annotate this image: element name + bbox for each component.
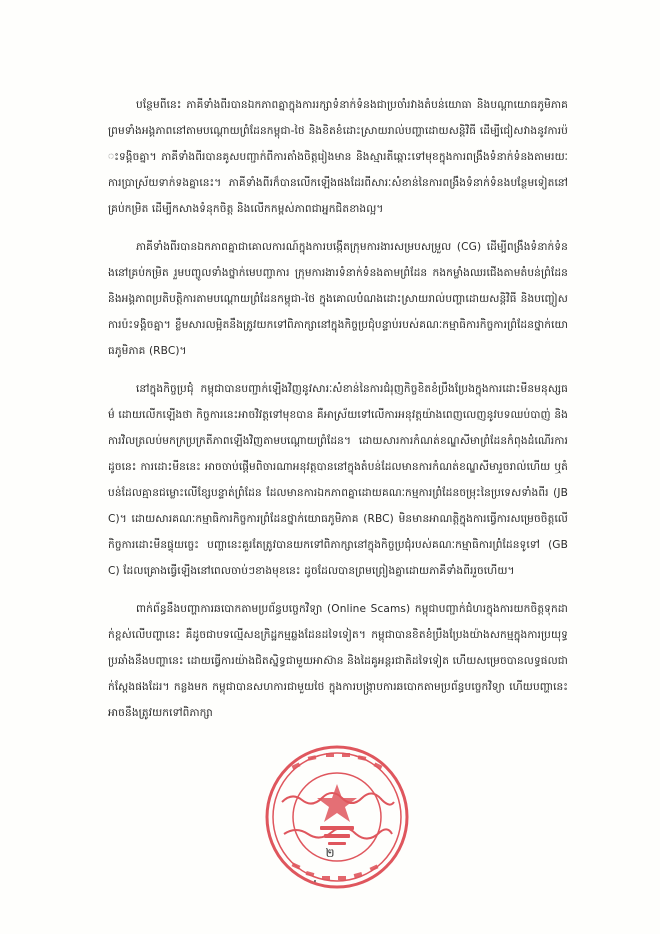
paragraph-3: នៅក្នុងកិច្ចប្រជុំ កម្ពុជាបានបញ្ជាក់ឡើងវិញនូវសារៈសំខាន់នៃការជំរុញកិច្ចខិតខំប្រឹងប្រែងក្នុងការដោះមីនមនុស្សធម៌ ដោយលើកឡើងថា កិច្ចការនេះអាចវិវត្តទៅមុខបាន គឺអាស្រ័យទៅលើការអនុវត្តយ៉ាងពេញលេញនូវបទឈប់បាញ់ និងការវិលត្រលប់មកក្រប្រក្រតីភាពឡើងវិញតាមបណ្តោយព្រំដែន។ ដោយសារការកំណត់ខណ្ឌសីមាព្រំដែនកំពុងដំណើរការ ដូចនេះ ការដោះមីននេះ អាចចាប់ផ្តើមពិចារណាអនុវត្តបាននៅក្នុងតំបន់ដែលមានការកំណត់ខណ្ឌសីមារួចរាល់ហើយ ឬតំបន់ដែលគ្មានជម្លោះលើខ្សែបន្ទាត់ព្រំដែន ដែលមានការឯកភាពគ្នាដោយគណៈកម្មការព្រំដែនចម្រុះនៃប្រទេសទាំងពីរ (JBC)។ ដោយសារគណៈកម្មាធិការកិច្ចការព្រំដែនថ្នាក់យោធភូមិភាគ (RBC) មិនមានអាណត្តិក្នុងការធ្វើការសម្រេចចិត្តលើកិច្ចការដោះមីនផ្ទុយច្ចេះ បញ្ហានេះគួរតែត្រូវបានយកទៅពិភាក្សានៅក្នុងកិច្ចប្រជុំរបស់គណៈកម្មាធិការព្រំដែនទូទៅ (GBC) ដែលគ្រោងធ្វើឡើងនៅពេលចាប់ៗខាងមុខនេះ ដូចដែលបានព្រមព្រៀងគ្នាដោយភាគីទាំងពីររួចហើយ។ <box>108 383 568 577</box>
paragraph-1: បន្ថែមពីនេះ ភាគីទាំងពីរបានឯកភាពគ្នាក្នុងការរក្សាទំនាក់ទំនងជាប្រចាំរវាងតំបន់យោធា និងបណ្តាយោធភូមិភាគ ព្រមទាំងអង្គភាពនៅតាមបណ្តោយព្រំដែនកម្ពុជា-ថៃ និងខិតខំដោះស្រាយរាល់បញ្ហាដោយសន្តិវិធី ដើម្បីជៀសវាងនូវការប៉ះទង្គិចគ្នា។ ភាគីទាំងពីរបានគូសបញ្ជាក់ពីការតាំងចិត្តរៀងមាន និងស្មារតីឆ្ពោះទៅមុខក្នុងការពង្រឹងទំនាក់ទំនងតាមរយៈការប្រាស្រ័យទាក់ទងគ្នានេះ។ ភាគីទាំងពីរក៏បានលើកឡើងផងដែរពីសារៈសំខាន់នៃការពង្រឹងទំនាក់ទំនងបន្ថែមទៀតនៅគ្រប់កម្រិត ដើម្បីកសាងទំនុកចិត្ត និងលើកកម្ពស់ភាពជាអ្នកជិតខាងល្អ។ <box>108 99 568 215</box>
page-number: ២ <box>325 846 335 860</box>
official-seal-stamp-icon <box>262 742 412 892</box>
document-body <box>108 92 568 738</box>
print-dot <box>314 880 316 882</box>
paragraph-2: ភាគីទាំងពីរបានឯកភាពគ្នាជាគោលការណ៍ក្នុងការបង្កើតក្រុមការងារសម្របសម្រួល (CG) ដើម្បីពង្រឹងទំនាក់ទំនងនៅគ្រប់កម្រិត រួមបញ្ចូលទាំងថ្នាក់មេបញ្ជាការ ក្រុមការងារទំនាក់ទំនងតាមព្រំដែន កងកម្លាំងឈរជើងតាមតំបន់ព្រំដែន និងអង្គភាពប្រតិបត្តិការតាមបណ្តោយព្រំដែនកម្ពុជា-ថៃ ក្នុងគោលបំណងដោះស្រាយរាល់បញ្ហាដោយសន្តិវិធី និងបញ្ចៀសការប៉ះទង្គិចគ្នា។ ខ្លឹមសារលម្អិតនឹងត្រូវយកទៅពិភាក្សានៅក្នុងកិច្ចប្រជុំបន្ទាប់របស់គណៈកម្មាធិការកិច្ចការព្រំដែនថ្នាក់យោធភូមិភាគ (RBC)។ <box>108 241 568 357</box>
paragraph-4: ពាក់ព័ន្ធនឹងបញ្ហាការឆបោកតាមប្រព័ន្ធបច្ចេកវិទ្យា (Online Scams) កម្ពុជាបញ្ជាក់ជំហរក្នុងការយកចិត្តទុកដាក់ខ្ពស់លើបញ្ហានេះ គឺដូចជាបទល្មើសឧក្រិដ្ឋកម្មឆ្លងដែនដទៃទៀត។ កម្ពុជាបានខិតខំប្រឹងប្រែងយ៉ាងសកម្មក្នុងការប្រយុទ្ធប្រឆាំងនឹងបញ្ហានេះ ដោយធ្វើការយ៉ាងជិតស្និទ្ធជាមួយអាស៊ាន និងដៃគូអន្តរជាតិដទៃទៀត ហើយសម្រេចបានលទ្ធផលជាក់ស្តែងផងដែរ។ កន្លងមក កម្ពុជាបានសហការជាមួយថៃ ក្នុងការបង្ក្រាបការឆបោកតាមប្រព័ន្ធបច្ចេកវិទ្យា ហើយបញ្ហានេះអាចនឹងត្រូវយកទៅពិភាក្សា <box>108 603 568 719</box>
